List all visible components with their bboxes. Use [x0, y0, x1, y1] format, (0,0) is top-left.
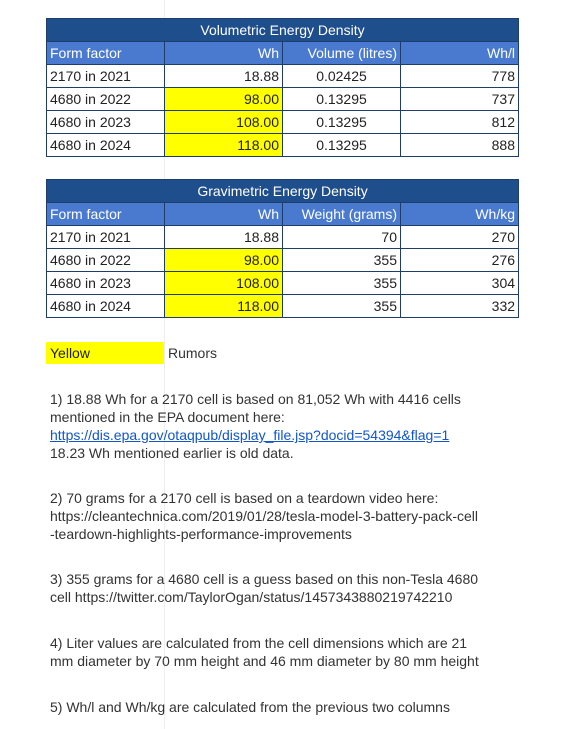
note-text: 2) 70 grams for a 2170 cell is based on a teardown video here:	[50, 490, 439, 506]
table-title-row	[47, 19, 519, 42]
note-text: https://cleantechnica.com/2019/01/28/tesla-model-3-battery-pack-cell	[50, 508, 478, 524]
cell[interactable]: 276	[401, 249, 519, 272]
cell[interactable]: 304	[401, 272, 519, 295]
cell[interactable]: 4680 in 2022	[47, 249, 165, 272]
cell[interactable]: 98.00	[165, 88, 283, 111]
cell[interactable]: 18.88	[165, 65, 283, 88]
note-1	[50, 390, 530, 462]
note-2	[50, 489, 530, 543]
cell[interactable]: 4680 in 2023	[47, 272, 165, 295]
header-cell[interactable]: Wh/l	[401, 42, 519, 65]
cell[interactable]: 270	[401, 226, 519, 249]
header-cell[interactable]: Volume (litres)	[283, 42, 401, 65]
cell[interactable]: 108.00	[165, 111, 283, 134]
cell[interactable]: 18.88	[165, 226, 283, 249]
table-row	[47, 272, 519, 295]
volumetric-table	[46, 18, 519, 157]
header-cell[interactable]: Form factor	[47, 42, 165, 65]
note-text: 4) Liter values are calculated from the cell dimensions which are 21	[50, 635, 468, 651]
cell[interactable]: 812	[401, 111, 519, 134]
header-cell[interactable]: Weight (grams)	[283, 203, 401, 226]
table-row	[47, 134, 519, 157]
table-title-row	[47, 180, 519, 203]
cell[interactable]: 2170 in 2021	[47, 65, 165, 88]
cell[interactable]: 4680 in 2022	[47, 88, 165, 111]
gravimetric-table	[46, 179, 519, 318]
note-4	[50, 634, 530, 670]
note-text: mm diameter by 70 mm height and 46 mm diameter by 80 mm height	[50, 653, 479, 669]
table-header-row	[47, 203, 519, 226]
cell[interactable]: 0.02425	[283, 65, 401, 88]
cell[interactable]: 4680 in 2024	[47, 295, 165, 318]
legend-swatch-yellow[interactable]: Yellow	[46, 342, 164, 364]
cell[interactable]: 332	[401, 295, 519, 318]
note-text: mentioned in the EPA document here:	[50, 409, 285, 425]
legend-label-rumors[interactable]: Rumors	[168, 345, 218, 361]
note-text: 3) 355 grams for a 4680 cell is a guess based on this non-Tesla 4680	[50, 571, 479, 587]
table-row	[47, 65, 519, 88]
header-cell[interactable]: Wh	[165, 42, 283, 65]
header-cell[interactable]: Wh/kg	[401, 203, 519, 226]
cell[interactable]: 355	[283, 295, 401, 318]
table-row	[47, 226, 519, 249]
cell[interactable]: 355	[283, 249, 401, 272]
epa-document-link[interactable]: https://dis.epa.gov/otaqpub/display_file.jsp?docid=54394&flag=1	[50, 427, 450, 443]
cell[interactable]: 2170 in 2021	[47, 226, 165, 249]
cell[interactable]: 4680 in 2024	[47, 134, 165, 157]
cell[interactable]: 888	[401, 134, 519, 157]
note-text: cell https://twitter.com/TaylorOgan/status/1457343880219742210	[50, 589, 453, 605]
gravimetric-title: Gravimetric Energy Density	[47, 180, 519, 203]
cell[interactable]: 108.00	[165, 272, 283, 295]
note-text: -teardown-highlights-performance-improvements	[50, 526, 352, 542]
table-row	[47, 249, 519, 272]
table-row	[47, 295, 519, 318]
cell[interactable]: 98.00	[165, 249, 283, 272]
note-text: 5) Wh/l and Wh/kg are calculated from the previous two columns	[50, 699, 450, 715]
table-row	[47, 111, 519, 134]
cell[interactable]: 778	[401, 65, 519, 88]
cell[interactable]: 0.13295	[283, 88, 401, 111]
cell[interactable]: 0.13295	[283, 134, 401, 157]
header-cell[interactable]: Wh	[165, 203, 283, 226]
cell[interactable]: 118.00	[165, 295, 283, 318]
header-cell[interactable]: Form factor	[47, 203, 165, 226]
table-header-row	[47, 42, 519, 65]
cell[interactable]: 0.13295	[283, 111, 401, 134]
note-3	[50, 570, 530, 606]
table-row	[47, 88, 519, 111]
cell[interactable]: 355	[283, 272, 401, 295]
cell[interactable]: 4680 in 2023	[47, 111, 165, 134]
volumetric-title: Volumetric Energy Density	[47, 19, 519, 42]
note-text: 1) 18.88 Wh for a 2170 cell is based on 81,052 Wh with 4416 cells	[50, 391, 461, 407]
note-5	[50, 698, 530, 716]
cell[interactable]: 737	[401, 88, 519, 111]
note-text: 18.23 Wh mentioned earlier is old data.	[50, 445, 294, 461]
cell[interactable]: 118.00	[165, 134, 283, 157]
cell[interactable]: 70	[283, 226, 401, 249]
